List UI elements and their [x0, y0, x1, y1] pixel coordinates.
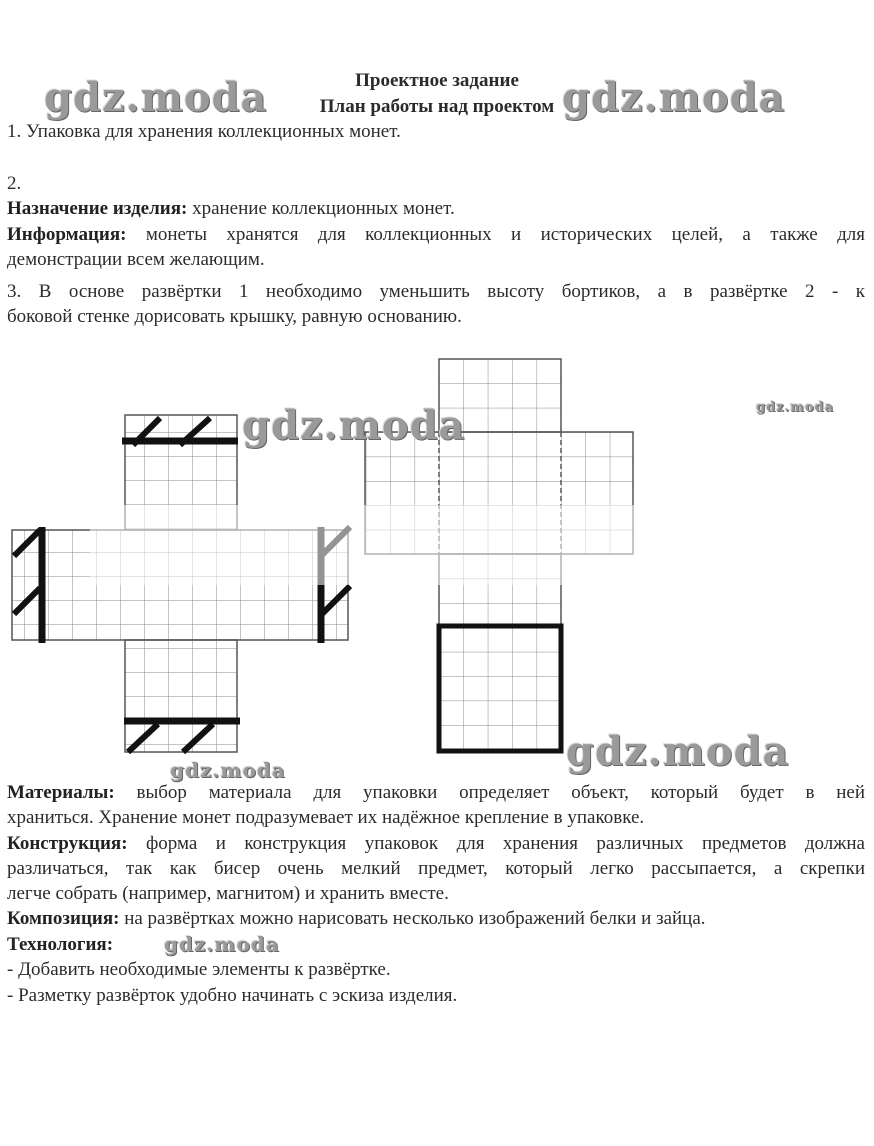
- page-subtitle: План работы над проектом: [319, 96, 555, 117]
- materials-line-2: храниться. Хранение монет подразумевает их надёжное крепление в упаковке.: [7, 807, 645, 828]
- construction-line-3: легче собрать (например, магнитом) и хранить вместе.: [7, 883, 449, 904]
- construction-label: Конструкция:: [7, 833, 128, 854]
- materials-line-1: [7, 781, 865, 805]
- purpose-label: Назначение изделия:: [7, 198, 188, 219]
- watermark: gdz.moda: [242, 402, 466, 449]
- composition-line: [7, 907, 865, 931]
- page-title: Проектное задание: [355, 70, 519, 91]
- purpose-text: хранение коллекционных монет.: [187, 198, 455, 219]
- info-text-1: монеты хранятся для коллекционных и исторических целей, а также для: [126, 224, 865, 245]
- materials-label: Материалы:: [7, 782, 115, 803]
- item-2: 2.: [7, 173, 22, 194]
- construction-line-2: различаться, так как бисер очень мелкий предмет, который легко рассыпается, а скрепки: [7, 858, 865, 879]
- materials-text-1: выбор материала для упаковки определяет объект, который будет в ней: [114, 782, 865, 803]
- construction-line-1: [7, 832, 865, 856]
- item-3-line-1: 3. В основе развёртки 1 необходимо уменьшить высоту бортиков, а в развёртке 2 - к: [7, 281, 865, 302]
- info-line-2: демонстрации всем желающим.: [7, 249, 265, 270]
- info-label: Информация:: [7, 224, 127, 245]
- tech-item-2: - Разметку развёрток удобно начинать с эскиза изделия.: [7, 985, 458, 1006]
- technology-line: [7, 933, 865, 957]
- technology-label: Технология:: [7, 934, 114, 955]
- watermark: gdz.moda: [44, 74, 268, 121]
- construction-text-1: форма и конструкция упаковок для хранения различных предметов должна: [127, 833, 865, 854]
- net2-lid: [439, 626, 561, 751]
- watermark: gdz.moda: [562, 74, 786, 121]
- watermark: gdz.moda: [170, 758, 286, 782]
- watermark: gdz.moda: [756, 400, 835, 415]
- composition-text: на развёртках можно нарисовать несколько изображений белки и зайца.: [119, 908, 706, 929]
- composition-label: Композиция:: [7, 908, 120, 929]
- item-3-line-2: боковой стенке дорисовать крышку, равную основанию.: [7, 306, 462, 327]
- tech-item-1: - Добавить необходимые элементы к развёртке.: [7, 959, 391, 980]
- item-1: 1. Упаковка для хранения коллекционных монет.: [7, 121, 401, 142]
- watermark: gdz.moda: [164, 932, 280, 956]
- watermark: gdz.moda: [566, 728, 790, 775]
